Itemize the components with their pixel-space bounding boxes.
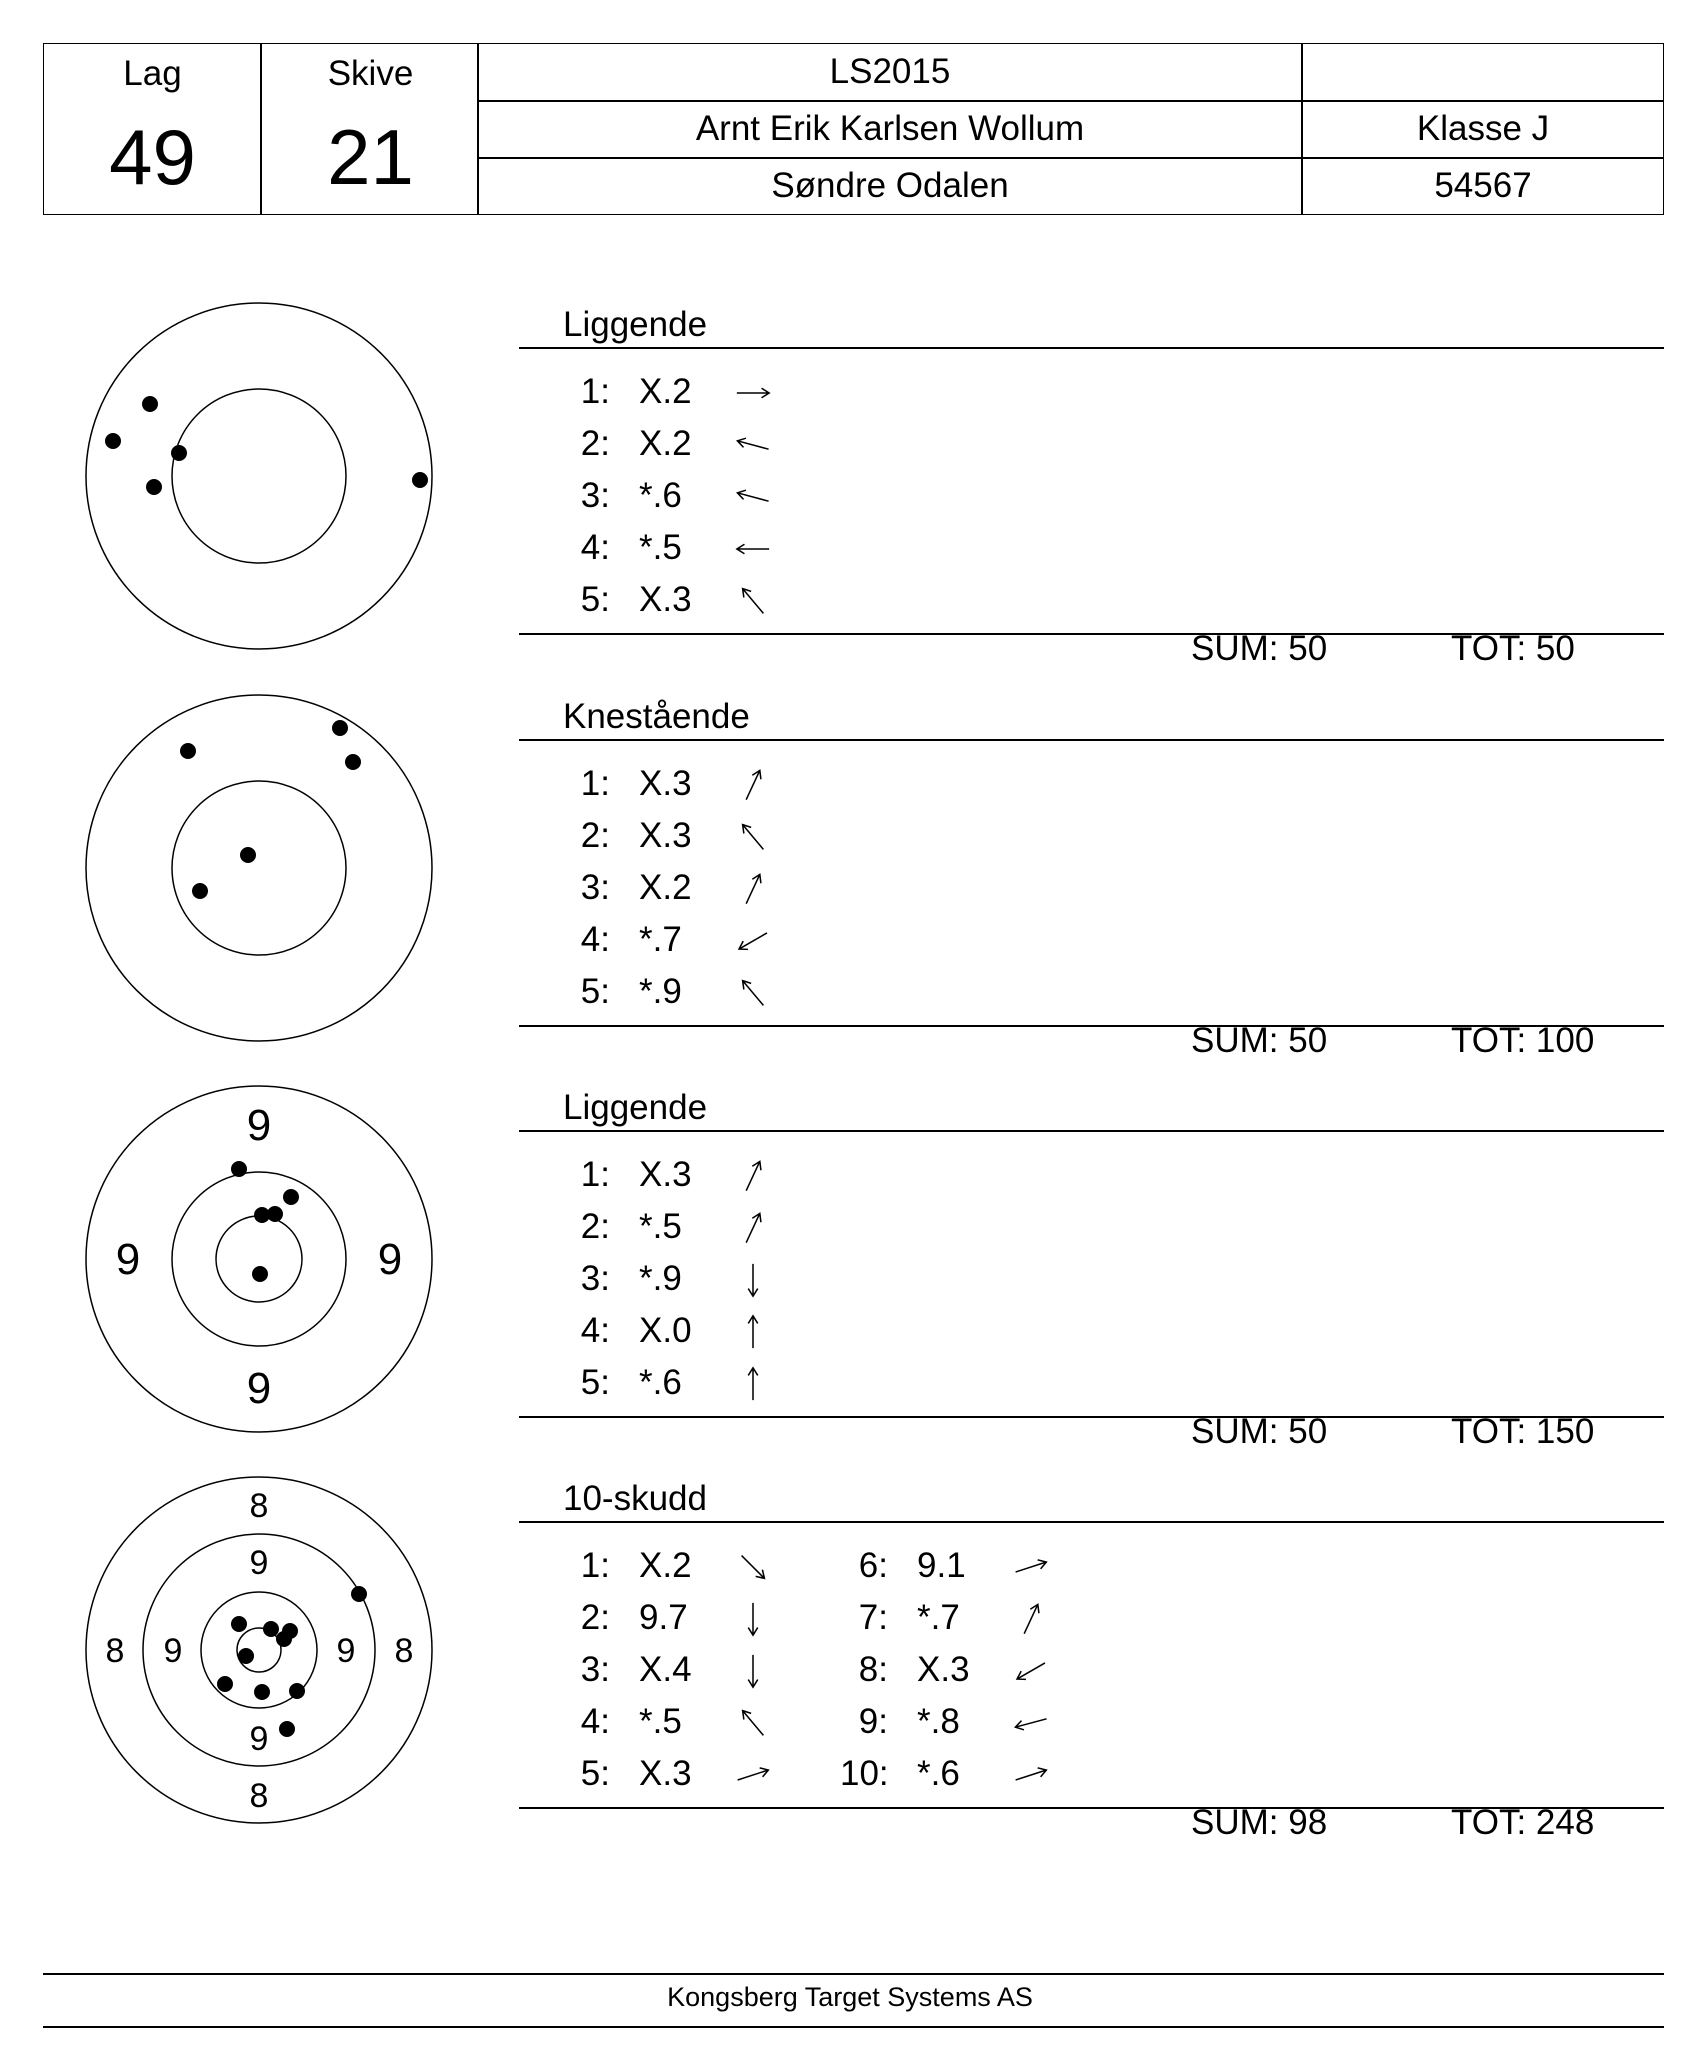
direction-arrow-icon [734, 1704, 772, 1742]
shot-hole [142, 396, 158, 412]
shot-hole [283, 1189, 299, 1205]
shot-number: 5: [580, 1754, 610, 1793]
direction-arrow-icon [1012, 1652, 1050, 1690]
shot-value: X.3 [917, 1650, 970, 1689]
shot-hole [238, 1648, 254, 1664]
shot-row [562, 966, 822, 1018]
shot-value: *.8 [917, 1702, 960, 1741]
ring-label: 9 [249, 1720, 269, 1758]
shot-number: 7: [858, 1598, 888, 1637]
series-total: TOT: 100 [1451, 1021, 1595, 1060]
direction-arrow-icon [734, 582, 772, 620]
series-total: TOT: 150 [1451, 1412, 1595, 1451]
target-outer-ring [86, 1477, 432, 1823]
shot-row [562, 1540, 822, 1592]
series-1 [0, 301, 1700, 693]
shot-row [840, 1748, 1100, 1800]
shot-value: X.2 [639, 372, 692, 411]
direction-arrow-icon [1012, 1704, 1050, 1742]
header-table [43, 43, 1664, 215]
skive-cell [262, 44, 479, 213]
shot-value: X.3 [639, 764, 692, 803]
lag-value: 49 [109, 113, 196, 201]
series-title: Knestående [563, 697, 750, 736]
shot-number: 1: [580, 1546, 610, 1585]
shooter-id: 54567 [1434, 166, 1532, 205]
shot-value: 9.1 [917, 1546, 966, 1585]
series-title: 10-skudd [563, 1479, 707, 1518]
shot-value: *.6 [639, 1363, 682, 1402]
shot-row [840, 1644, 1100, 1696]
shot-hole [192, 883, 208, 899]
shot-hole [345, 754, 361, 770]
skive-value: 21 [327, 113, 414, 201]
shot-number: 5: [580, 972, 610, 1011]
target-middle-ring [172, 1172, 346, 1346]
direction-arrow-icon [734, 818, 772, 856]
direction-arrow-icon [1012, 1600, 1050, 1638]
shot-row [562, 522, 822, 574]
shot-hole [263, 1621, 279, 1637]
shot-row [562, 1592, 822, 1644]
shot-row [562, 366, 822, 418]
shot-row [562, 1644, 822, 1696]
shot-row [562, 1253, 822, 1305]
direction-arrow-icon [734, 530, 772, 568]
footer-company: Kongsberg Target Systems AS [667, 1982, 1033, 2012]
direction-arrow-icon [734, 1313, 772, 1351]
shot-row [840, 1592, 1100, 1644]
shot-hole [252, 1266, 268, 1282]
shot-row [562, 1357, 822, 1409]
lag-label: Lag [123, 54, 182, 93]
ring-label: 8 [249, 1487, 269, 1525]
ring-label: 8 [105, 1632, 125, 1670]
series-2 [0, 693, 1700, 1085]
direction-arrow-icon [734, 1261, 772, 1299]
shot-number: 4: [580, 528, 610, 567]
shot-value: X.0 [639, 1311, 692, 1350]
series-4 [0, 1475, 1700, 1867]
ring-label: 8 [394, 1632, 414, 1670]
direction-arrow-icon [1012, 1756, 1050, 1794]
target-inner-ring [172, 781, 346, 955]
shot-row [840, 1540, 1100, 1592]
series-title: Liggende [563, 1088, 708, 1127]
shot-value: X.4 [639, 1650, 692, 1689]
shot-number: 1: [580, 1155, 610, 1194]
shot-hole [231, 1161, 247, 1177]
shot-number: 2: [580, 424, 610, 463]
shot-row [562, 758, 822, 810]
shot-value: 9.7 [639, 1598, 688, 1637]
ring-label: 9 [246, 1364, 272, 1413]
shooter-class: Klasse J [1416, 109, 1550, 148]
shot-row [562, 1149, 822, 1201]
shot-value: *.5 [639, 1702, 682, 1741]
shot-number: 8: [858, 1650, 888, 1689]
shot-value: *.9 [639, 1259, 682, 1298]
shot-number: 4: [580, 920, 610, 959]
series-sum: SUM: 50 [1191, 629, 1328, 668]
direction-arrow-icon [1012, 1548, 1050, 1586]
shot-value: X.3 [639, 1754, 692, 1793]
series-rule [519, 347, 1664, 349]
direction-arrow-icon [734, 1365, 772, 1403]
shot-row [562, 914, 822, 966]
footer-rule [43, 2026, 1664, 2028]
ring-label: 9 [246, 1101, 272, 1150]
direction-arrow-icon [734, 870, 772, 908]
shot-value: *.7 [639, 920, 682, 959]
direction-arrow-icon [734, 974, 772, 1012]
shot-hole [289, 1683, 305, 1699]
series-3 [0, 1084, 1700, 1476]
direction-arrow-icon [734, 1600, 772, 1638]
shot-number: 3: [580, 868, 610, 907]
shot-hole [105, 433, 121, 449]
shot-hole [412, 472, 428, 488]
target-outer-ring [86, 303, 432, 649]
target-4 [84, 1475, 434, 1825]
shot-number: 6: [858, 1546, 888, 1585]
target-outer-ring [86, 695, 432, 1041]
shot-number: 2: [580, 1207, 610, 1246]
target-2 [84, 693, 434, 1043]
shot-number: 10: [840, 1754, 889, 1793]
direction-arrow-icon [734, 1756, 772, 1794]
shot-number: 5: [580, 580, 610, 619]
ring-label: 9 [249, 1544, 269, 1582]
shot-hole [279, 1721, 295, 1737]
shot-number: 2: [580, 816, 610, 855]
lag-cell [44, 44, 261, 213]
direction-arrow-icon [734, 1652, 772, 1690]
series-rule [519, 1130, 1664, 1132]
shot-value: X.3 [639, 816, 692, 855]
shot-number: 3: [580, 1650, 610, 1689]
direction-arrow-icon [734, 922, 772, 960]
shot-hole [240, 847, 256, 863]
shot-value: X.2 [639, 868, 692, 907]
ring-label: 9 [115, 1235, 141, 1284]
shot-hole [267, 1206, 283, 1222]
shot-number: 2: [580, 1598, 610, 1637]
shot-row [562, 1696, 822, 1748]
shot-row [562, 470, 822, 522]
series-sum: SUM: 98 [1191, 1803, 1328, 1842]
shooter-name: Arnt Erik Karlsen Wollum [695, 109, 1085, 148]
series-title: Liggende [563, 305, 708, 344]
shot-hole [180, 743, 196, 759]
shot-number: 1: [580, 764, 610, 803]
shot-value: *.5 [639, 528, 682, 567]
shot-row [562, 862, 822, 914]
shot-value: X.2 [639, 1546, 692, 1585]
shot-hole [332, 720, 348, 736]
shot-number: 3: [580, 1259, 610, 1298]
shot-row [562, 810, 822, 862]
shot-hole [146, 479, 162, 495]
series-total: TOT: 248 [1451, 1803, 1595, 1842]
shot-hole [351, 1586, 367, 1602]
shot-hole [171, 445, 187, 461]
direction-arrow-icon [734, 1209, 772, 1247]
direction-arrow-icon [734, 1548, 772, 1586]
club-name: Søndre Odalen [771, 166, 1009, 205]
direction-arrow-icon [734, 478, 772, 516]
shot-value: *.9 [639, 972, 682, 1011]
shot-hole [217, 1676, 233, 1692]
shot-hole [231, 1616, 247, 1632]
shot-row [840, 1696, 1100, 1748]
shot-row [562, 1748, 822, 1800]
direction-arrow-icon [734, 426, 772, 464]
shot-value: *.6 [639, 476, 682, 515]
shot-value: *.7 [917, 1598, 960, 1637]
shot-row [562, 1201, 822, 1253]
shot-hole [254, 1684, 270, 1700]
shot-number: 4: [580, 1311, 610, 1350]
shot-row [562, 574, 822, 626]
shot-value: X.3 [639, 580, 692, 619]
direction-arrow-icon [734, 766, 772, 804]
target-3 [84, 1084, 434, 1434]
shot-number: 9: [858, 1702, 888, 1741]
target-1 [84, 301, 434, 651]
shot-value: X.3 [639, 1155, 692, 1194]
shot-number: 5: [580, 1363, 610, 1402]
shot-value: X.2 [639, 424, 692, 463]
shot-hole [276, 1631, 292, 1647]
series-rule [519, 739, 1664, 741]
shot-number: 1: [580, 372, 610, 411]
shot-value: *.5 [639, 1207, 682, 1246]
shot-value: *.6 [917, 1754, 960, 1793]
ring-label: 9 [163, 1632, 183, 1670]
shot-number: 3: [580, 476, 610, 515]
direction-arrow-icon [734, 374, 772, 412]
target-inner-ring [216, 1216, 302, 1302]
shot-number: 4: [580, 1702, 610, 1741]
series-sum: SUM: 50 [1191, 1021, 1328, 1060]
skive-label: Skive [327, 54, 414, 93]
series-total: TOT: 50 [1451, 629, 1575, 668]
target-inner-ring [172, 389, 346, 563]
series-rule [519, 1521, 1664, 1523]
ring-label: 9 [377, 1235, 403, 1284]
ring-label: 8 [249, 1777, 269, 1815]
series-sum: SUM: 50 [1191, 1412, 1328, 1451]
footer-rule [43, 1973, 1664, 1975]
direction-arrow-icon [734, 1157, 772, 1195]
shot-row [562, 418, 822, 470]
ring-label: 9 [336, 1632, 356, 1670]
shot-row [562, 1305, 822, 1357]
event-name: LS2015 [829, 52, 951, 91]
